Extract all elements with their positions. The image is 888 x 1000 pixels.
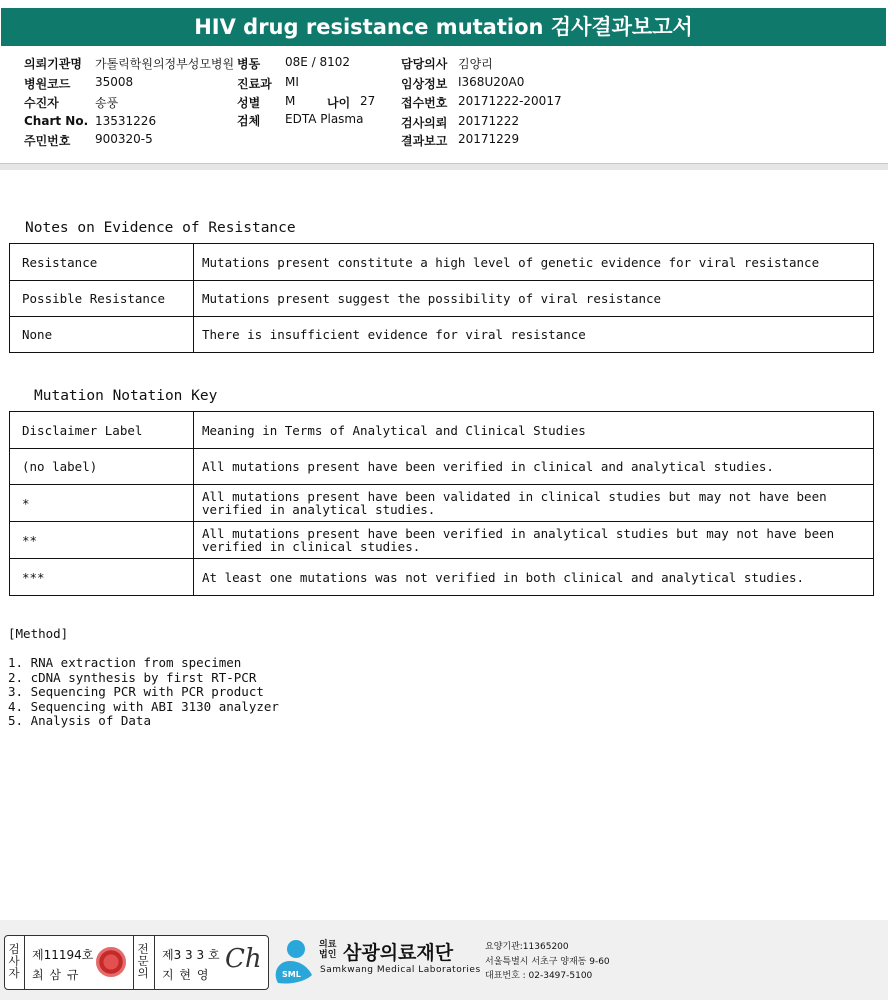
field-value: 27 [360, 94, 376, 108]
field-label: 임상정보 [401, 77, 448, 91]
field-label: 의뢰기관명 [24, 57, 82, 71]
row-label: Resistance [10, 244, 194, 281]
field-label: 주민번호 [24, 134, 71, 148]
patient-info-header [0, 48, 888, 164]
row-label: * [10, 485, 194, 522]
field-value: 20171222-20017 [458, 94, 562, 108]
logo-text: SML [282, 970, 301, 979]
table-row [10, 449, 874, 485]
header-divider [0, 163, 888, 170]
seal-icon [96, 947, 126, 977]
field-value: 송풍 [95, 96, 119, 110]
org-english-name: Samkwang Medical Laboratories [320, 965, 481, 975]
divider [133, 936, 134, 989]
tester-label: 검 사 자 [8, 942, 20, 980]
field-label: 병동 [237, 57, 261, 71]
field-label: 진료과 [237, 77, 272, 91]
row-text: Mutations present suggest the possibility of viral resistance [194, 281, 874, 317]
field-value: 김양리 [458, 57, 493, 71]
method-step: 3. Sequencing PCR with PCR product [8, 684, 264, 700]
field-label: 병원코드 [24, 77, 71, 91]
field-value: 900320-5 [95, 132, 153, 146]
signature-box [4, 935, 269, 990]
field-value: 20171222 [458, 114, 520, 128]
table-row [10, 317, 874, 353]
reviewer-license-no: 제3 3 3 호 [162, 948, 220, 962]
org-address: 서울특별시 서초구 양재동 9-60 [485, 957, 610, 967]
table-row [10, 522, 874, 559]
notes-section-title: Notes on Evidence of Resistance [25, 220, 296, 236]
row-label: None [10, 317, 194, 353]
org-logo-block [270, 935, 610, 989]
sml-logo-icon [270, 935, 316, 985]
field-label: 나이 [327, 96, 351, 110]
field-value: 08E / 8102 [285, 55, 351, 69]
row-label: (no label) [10, 449, 194, 485]
key-section-title: Mutation Notation Key [34, 388, 218, 404]
signature: Ch [225, 944, 262, 974]
field-label: 담당의사 [401, 57, 448, 71]
field-value: M [285, 94, 296, 108]
row-text: At least one mutations was not verified in both clinical and analytical studies. [194, 559, 874, 596]
resistance-notes-table [9, 243, 874, 353]
method-step: 5. Analysis of Data [8, 713, 151, 729]
row-text: There is insufficient evidence for viral resistance [194, 317, 874, 353]
row-label: ** [10, 522, 194, 559]
org-name: 삼광의료재단 [343, 942, 454, 964]
field-label: Chart No. [24, 114, 89, 128]
table-row [10, 412, 874, 449]
table-row [10, 559, 874, 596]
divider [24, 936, 25, 989]
field-value: MI [285, 75, 299, 89]
method-title: [Method] [8, 626, 69, 641]
field-label: 검사의뢰 [401, 116, 448, 130]
org-type: 의료 법인 [319, 940, 337, 960]
field-value: EDTA Plasma [285, 112, 364, 126]
row-text: Mutations present constitute a high level of genetic evidence for viral resistance [194, 244, 874, 281]
report-title: HIV drug resistance mutation 검사결과보고서 [1, 8, 886, 46]
field-value: 20171229 [458, 132, 520, 146]
row-label: Possible Resistance [10, 281, 194, 317]
divider [154, 936, 155, 989]
row-text: All mutations present have been verified in analytical studies but may not have been verified in clinical studies. [194, 522, 874, 559]
row-text: All mutations present have been verified in clinical and analytical studies. [194, 449, 874, 485]
field-value: 13531226 [95, 114, 157, 128]
method-steps [8, 656, 279, 729]
method-step: 4. Sequencing with ABI 3130 analyzer [8, 698, 279, 714]
org-phone: 대표번호 : 02-3497-5100 [485, 971, 593, 981]
field-label: 수진자 [24, 96, 59, 110]
mutation-key-table [9, 411, 874, 596]
field-label: 검체 [237, 114, 261, 128]
reviewer-name: 지 현 영 [162, 968, 210, 982]
field-value: I368U20A0 [458, 75, 525, 89]
field-value: 35008 [95, 75, 134, 89]
reviewer-label: 전 문 의 [137, 942, 149, 980]
org-code: 요양기관:11365200 [485, 942, 569, 952]
tester-name: 최 삼 규 [32, 968, 80, 982]
row-text: All mutations present have been validated in clinical studies but may not have been verified in analytical studies. [194, 485, 874, 522]
field-label: 접수번호 [401, 96, 448, 110]
field-label: 성별 [237, 96, 261, 110]
table-row [10, 244, 874, 281]
method-step: 2. cDNA synthesis by first RT-PCR [8, 669, 257, 685]
tester-license-no: 제11194호 [32, 948, 94, 962]
row-label: Disclaimer Label [10, 412, 194, 449]
field-value: 가톨릭학원의정부성모병원 [95, 57, 235, 71]
field-label: 결과보고 [401, 134, 448, 148]
row-text: Meaning in Terms of Analytical and Clinical Studies [194, 412, 874, 449]
table-row [10, 281, 874, 317]
method-step: 1. RNA extraction from specimen [8, 655, 242, 670]
row-label: *** [10, 559, 194, 596]
table-row [10, 485, 874, 522]
